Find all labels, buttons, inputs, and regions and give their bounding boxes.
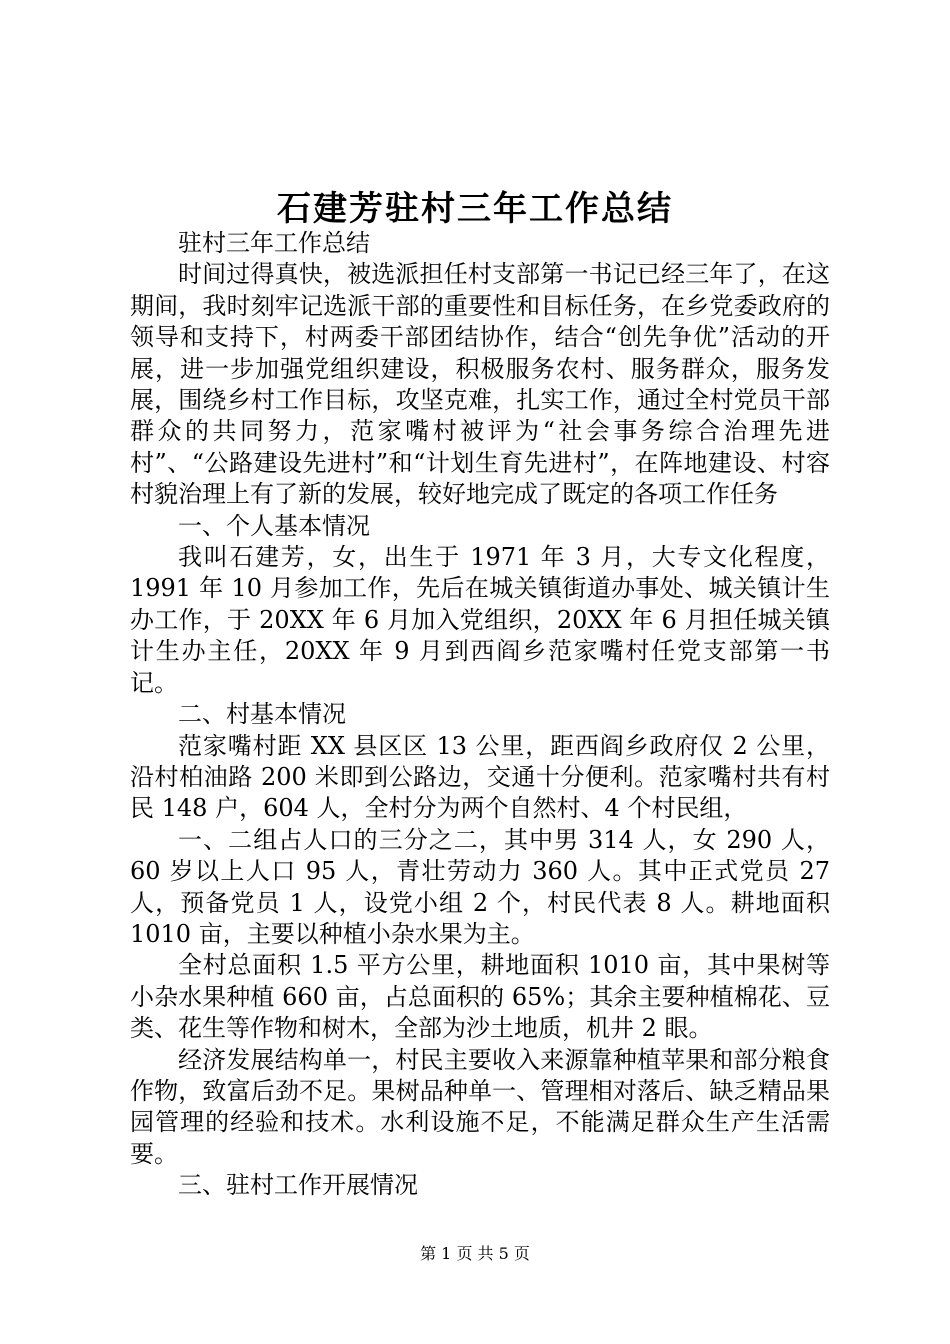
paragraph: 一、二组占人口的三分之二，其中男 314 人，女 290 人，60 岁以上人口 95 人，青壮劳动力 360 人。其中正式党员 27 人，预备党员 1 人，设党小组 2 个，村民代表 8 人。耕地面积 1010 亩，主要以种植小杂水果为主。: [130, 825, 830, 948]
paragraph: 我叫石建芳，女，出生于 1971 年 3 月，大专文化程度，1991 年 10 月参加工作，先后在城关镇街道办事处、城关镇计生办工作，于 20XX 年 6 月加入党组织，20XX 年 6 月担任城关镇计生办主任，20XX 年 9 月到西阎乡范家嘴村任党支部第一书记。: [130, 543, 830, 697]
section-heading: 二、村基本情况: [178, 700, 346, 729]
paragraph: 全村总面积 1.5 平方公里，耕地面积 1010 亩，其中果树等小杂水果种植 660 亩，占总面积的 65%；其余主要种植棉花、豆类、花生等作物和树木，全部为沙土地质，机井 2 眼。: [130, 951, 830, 1043]
paragraph: 范家嘴村距 XX 县区区 13 公里，距西阎乡政府仅 2 公里，沿村柏油路 200 米即到公路边，交通十分便利。范家嘴村共有村民 148 户，604 人，全村分为两个自然村、4 个村民组，: [130, 731, 830, 823]
paragraph: 经济发展结构单一，村民主要收入来源靠种植苹果和部分粮食作物，致富后劲不足。果树品种单一、管理相对落后、缺乏精品果园管理的经验和技术。水利设施不足，不能满足群众生产生活需要。: [130, 1045, 830, 1168]
document-body: [130, 228, 830, 1202]
section-heading: 一、个人基本情况: [178, 511, 370, 540]
page-footer: 第 1 页 共 5 页: [420, 1244, 530, 1263]
document-title: 石建芳驻村三年工作总结: [277, 189, 673, 229]
section-heading: 三、驻村工作开展情况: [178, 1171, 418, 1200]
paragraph: 时间过得真快，被选派担任村支部第一书记已经三年了，在这期间，我时刻牢记选派干部的重要性和目标任务，在乡党委政府的领导和支持下，村两委干部团结协作，结合“创先争优”活动的开展，进一步加强党组织建设，积极服务农村、服务群众，服务发展，围绕乡村工作目标，攻坚克难，扎实工作，通过全村党员干部群众的共同努力，范家嘴村被评为“社会事务综合治理先进村”、“公路建设先进村”和“计划生育先进村”，在阵地建设、村容村貌治理上有了新的发展，较好地完成了既定的各项工作任务: [130, 260, 830, 509]
paragraph: 驻村三年工作总结: [178, 229, 370, 257]
